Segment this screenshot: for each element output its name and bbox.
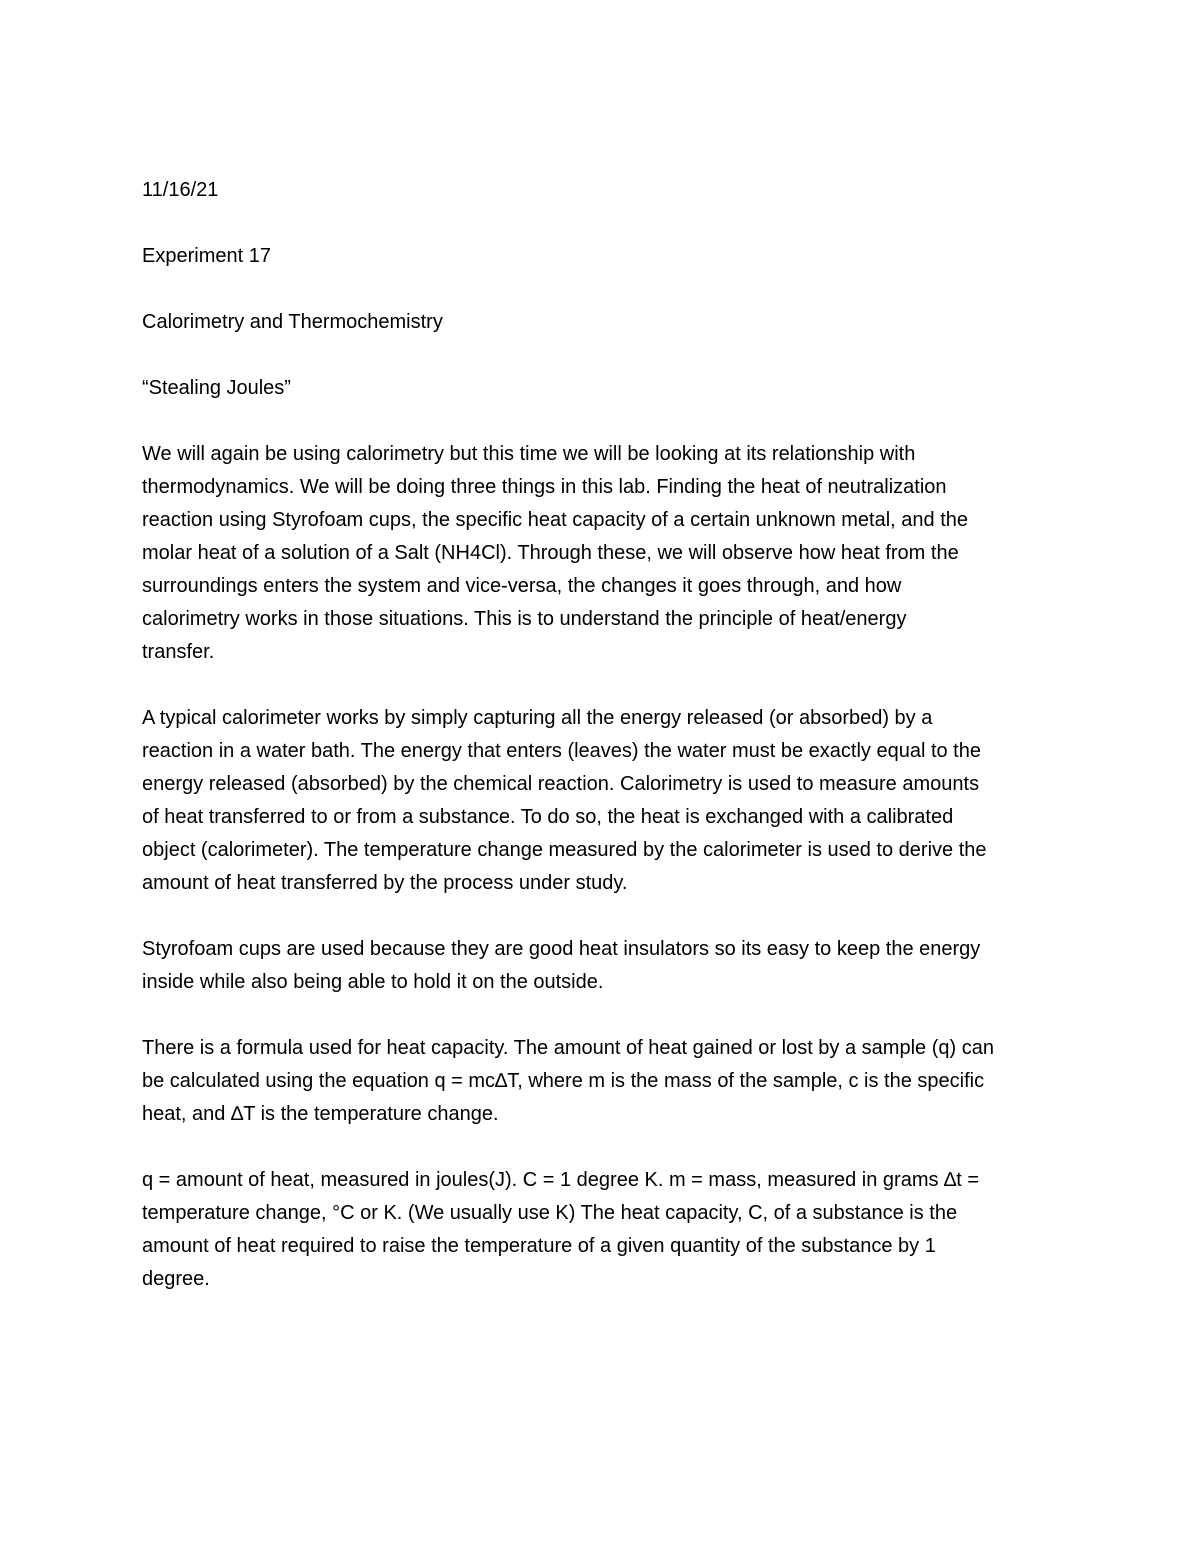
text-line: q = amount of heat, measured in joules(J). C = 1 degree K. m = mass, measured in grams ∆t = bbox=[142, 1169, 980, 1191]
text-line: transfer. bbox=[142, 641, 215, 663]
text-line: object (calorimeter). The temperature change measured by the calorimeter is used to derive the bbox=[142, 839, 987, 861]
text-line: inside while also being able to hold it on the outside. bbox=[142, 971, 604, 993]
text-line: calorimetry works in those situations. This is to understand the principle of heat/energy bbox=[142, 608, 907, 630]
document-date: 11/16/21 bbox=[142, 179, 219, 201]
document-subtitle: “Stealing Joules” bbox=[142, 377, 291, 399]
paragraph-introduction bbox=[142, 438, 1067, 669]
text-line: of heat transferred to or from a substance. To do so, the heat is exchanged with a calibrated bbox=[142, 806, 954, 828]
experiment-number: Experiment 17 bbox=[142, 245, 271, 267]
text-line: surroundings enters the system and vice-versa, the changes it goes through, and how bbox=[142, 575, 902, 597]
text-line: reaction using Styrofoam cups, the specific heat capacity of a certain unknown metal, and the bbox=[142, 509, 969, 531]
text-line: amount of heat required to raise the temperature of a given quantity of the substance by 1 bbox=[142, 1235, 936, 1257]
text-line: degree. bbox=[142, 1268, 210, 1290]
text-line: heat, and ∆T is the temperature change. bbox=[142, 1103, 499, 1125]
paragraph-calorimeter bbox=[142, 702, 1067, 900]
document-body bbox=[142, 174, 1067, 1329]
text-line: We will again be using calorimetry but this time we will be looking at its relationship with bbox=[142, 443, 916, 465]
text-line: be calculated using the equation q = mc∆T, where m is the mass of the sample, c is the specific bbox=[142, 1070, 985, 1092]
text-line: temperature change, °C or K. (We usually use K) The heat capacity, C, of a substance is the bbox=[142, 1202, 958, 1224]
paragraph-definitions bbox=[142, 1164, 1067, 1296]
text-line: A typical calorimeter works by simply capturing all the energy released (or absorbed) by a bbox=[142, 707, 933, 729]
text-line: Styrofoam cups are used because they are good heat insulators so its easy to keep the energy bbox=[142, 938, 981, 960]
paragraph-styrofoam bbox=[142, 933, 1067, 999]
text-line: thermodynamics. We will be doing three things in this lab. Finding the heat of neutralization bbox=[142, 476, 947, 498]
text-line: molar heat of a solution of a Salt (NH4Cl). Through these, we will observe how heat from the bbox=[142, 542, 959, 564]
text-line: amount of heat transferred by the process under study. bbox=[142, 872, 628, 894]
paragraph-formula bbox=[142, 1032, 1067, 1131]
text-line: reaction in a water bath. The energy that enters (leaves) the water must be exactly equal to the bbox=[142, 740, 981, 762]
text-line: There is a formula used for heat capacity. The amount of heat gained or lost by a sample (q) can bbox=[142, 1037, 994, 1059]
document-title: Calorimetry and Thermochemistry bbox=[142, 311, 443, 333]
text-line: energy released (absorbed) by the chemical reaction. Calorimetry is used to measure amounts bbox=[142, 773, 980, 795]
